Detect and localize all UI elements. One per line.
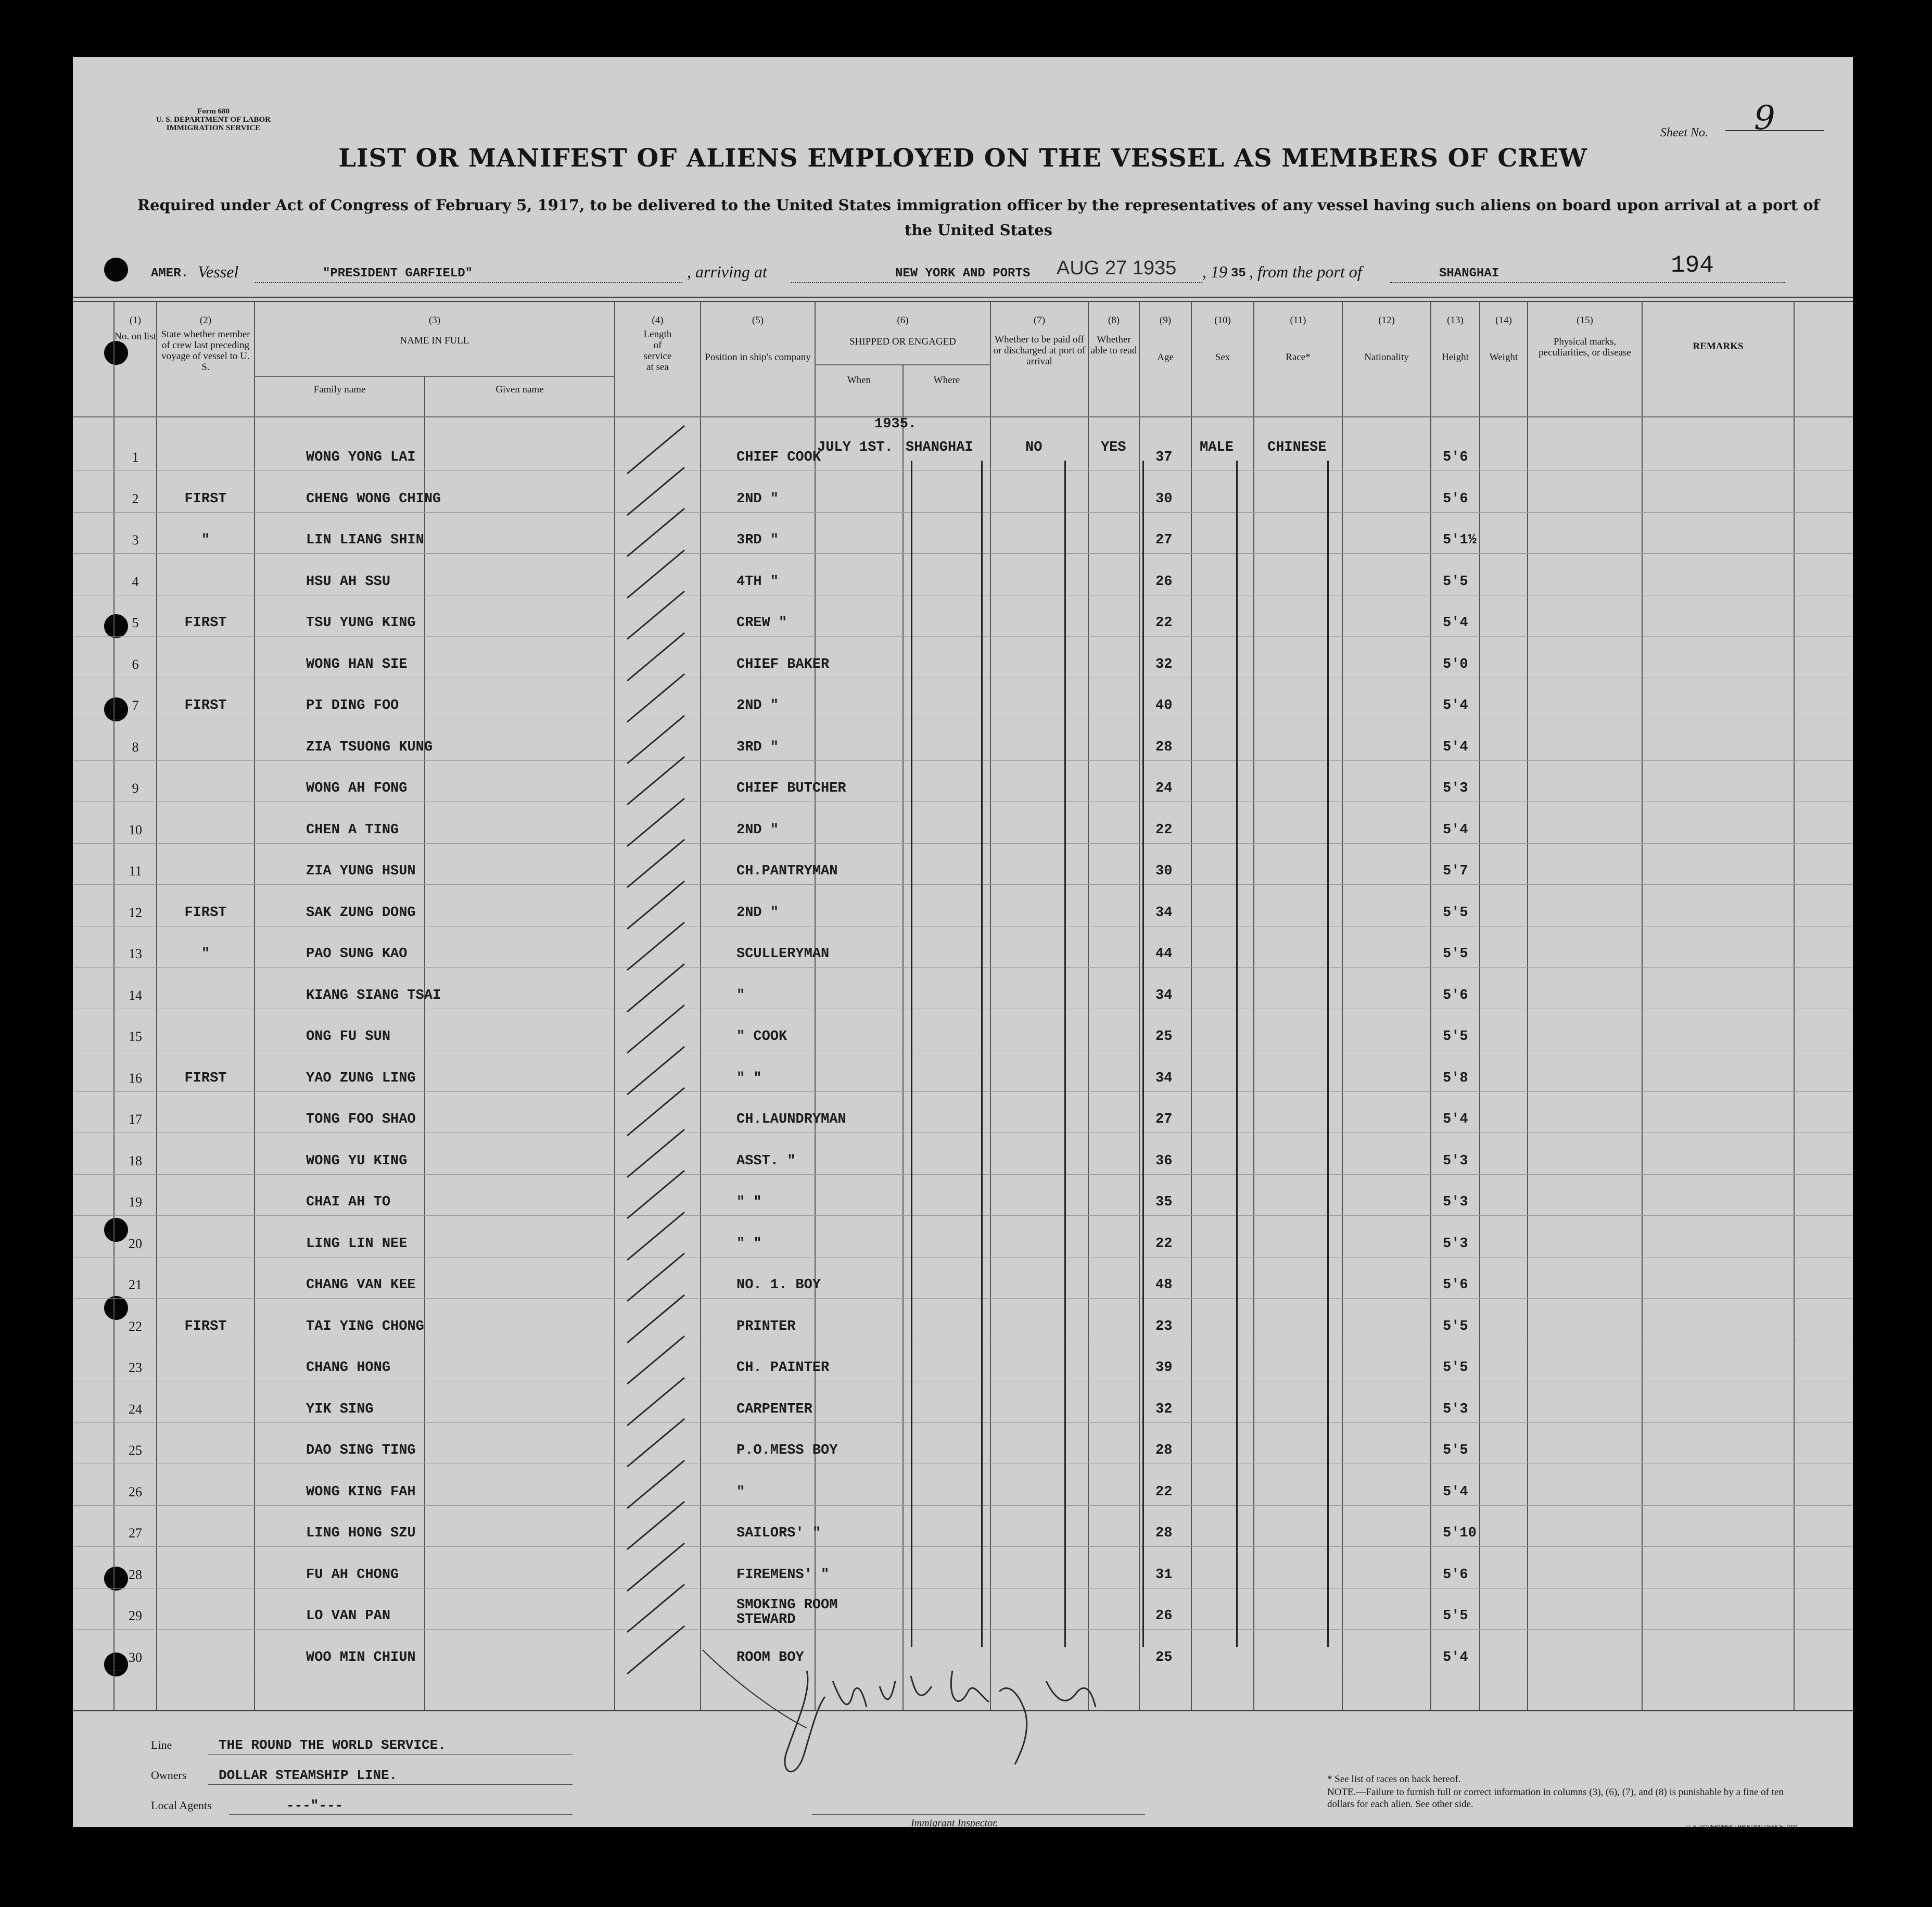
- vessel-line: [151, 252, 1785, 291]
- service-tick-mark: [622, 1622, 695, 1679]
- crew-age: 34: [1155, 1070, 1173, 1086]
- crew-height: 5'4: [1443, 698, 1468, 714]
- row-number: 27: [129, 1525, 142, 1541]
- row-number: 12: [129, 905, 142, 920]
- row-line: [73, 967, 1853, 968]
- crew-age: 30: [1155, 491, 1173, 507]
- name-split-line: [424, 376, 425, 1710]
- ditto-mark: [1327, 461, 1329, 1647]
- crew-age: 39: [1155, 1360, 1173, 1376]
- crew-age: 37: [1155, 450, 1173, 465]
- crew-position: 2ND ": [736, 822, 779, 838]
- subheader-line: [254, 376, 614, 377]
- able-to-read-value: YES: [1101, 440, 1126, 455]
- row-number: 28: [129, 1567, 142, 1582]
- row-line: [73, 1174, 1853, 1175]
- crew-height: 5'4: [1443, 822, 1468, 838]
- crew-name: HSU AH SSU: [306, 574, 391, 590]
- crew-position: ROOM BOY: [736, 1649, 804, 1666]
- crew-height: 5'7: [1443, 863, 1468, 879]
- crew-height: 5'8: [1443, 1070, 1468, 1086]
- crew-position: ASST. ": [736, 1153, 796, 1169]
- manifest-sheet: Form 680 U. S. DEPARTMENT OF LABOR IMMIGRATION SERVICE Sheet No. 9 LIST OR MANIFEST OF ALIENS EMPLOYED ON THE VESSEL AS MEMBERS OF CREW Required under Act of Congress of February 5, 1917, to be delivered to the United States immigration officer by the representatives of any vessel having such aliens on board upon arrival at a port of the United States AMER. Vessel "PRESIDENT GARFIELD" , arriving at NEW YORK AND PORTS AUG 27 1935 , 19 35 , from the port of SHANGHAI 194 (1) No. on list (2) State whether member of crew last preceding voyage of vessel to U. S. (3) NAME IN FULL Family name Given name (4) Length of service at sea (5) Position in ship's company (6) SHIPPED OR ENGAGED When Where (7) Whether to be paid off or discharged at port of arrival (8) Whether able to read (9) Age (10) Sex (11) Race* (12) Nationality (13) Height (14) Weight (15) Physical marks, peculiarities, or disease REMARKS 1935. JULY 1ST. SHANGHAI NO YES MALE CHINESE 1 WONG YONG LAI CHIEF COOK 37 5'6 2 FIRST CHENG WONG CHING 2ND " 30 5'6 3 " LIN LIANG SHIN 3RD " 27 5'1½ 4 HSU AH SSU 4TH " 26 5'5 5 FIRST TSU YUNG KING CREW " 22 5'4 6 WONG HAN SIE CHIEF BAKER 32 5'0 7 FIRST PI DING FOO 2ND " 40 5'4 8 ZIA TSUONG KUNG 3RD " 28 5'4 9 WONG AH FONG CHIEF BUTCHER 24 5'3 10 CHEN A TING 2ND " 22 5'4 11 ZIA YUNG HSUN CH.PANTRYMAN 30 5'7 12 FIRST SAK ZUNG DONG 2ND " 34 5'5 13 " PAO SUNG KAO SCULLERYMAN 44 5'5 14 KIANG SIANG TSAI " 34 5'6 15 ONG FU SUN " COOK 25 5'5 16 FIRST YAO ZUNG LING " " 34 5'8 17 TONG FOO SHAO CH.LAUNDRYMAN 27 5'4 18 WONG YU KING ASST. " 36 5'3 19 CHAI AH TO " " 35 5'3 20 LING LIN NEE " " 22 5'3 21 CHANG VAN KEE NO. 1. BOY 48 5'6 22 FIRST TAI YING CHONG PRINTER 23 5'5 23 CHANG HONG CH. PAINTER 39 5'5 24 YIK SING CARPENTER 32 5'3 25 DAO SING TING P.O.MESS BOY 28 5'5 26 WONG KING FAH " 22 5'4 27 LING HONG SZU SAILORS' " 28 5'10 28 FU AH CHONG FIREMENS' " 31 5'6 29 LO VAN PAN SMOKING ROOM STEWARD 26 5'5 30 WOO MIN CHIUN ROOM BOY 25 5'4 Line THE ROUND THE WORLD SERVICE. Owners DOLLAR STEAMSHIP LINE. Local Agents ---"--- Immigrant Inspector. * See list of races on back hereof. NOTE.—Failure to furnish full or correct information in columns (3), (6), (7), and (8) is punishable by a fine of ten dollars for each alien. See other side. U. S. GOVERNMENT PRINTING OFFICE: 1934: [73, 57, 1853, 1827]
- crew-age: 27: [1155, 1112, 1173, 1127]
- crew-position: SAILORS' ": [736, 1525, 821, 1541]
- vessel-label: Vessel: [198, 262, 239, 281]
- crew-age: 22: [1155, 615, 1173, 631]
- punch-hole: [104, 258, 128, 282]
- crew-height: 5'4: [1443, 1484, 1468, 1500]
- column-line: [1191, 302, 1192, 1710]
- row-line: [73, 760, 1853, 761]
- crew-name: CHENG WONG CHING: [306, 491, 441, 507]
- crew-position: CH.PANTRYMAN: [736, 863, 838, 879]
- row-line: [73, 1629, 1853, 1630]
- crew-height: 5'5: [1443, 946, 1468, 962]
- crew-name: PI DING FOO: [306, 698, 399, 714]
- last-voyage-state: FIRST: [184, 698, 227, 714]
- crew-name: CHEN A TING: [306, 822, 399, 838]
- column-line: [1794, 302, 1795, 1710]
- sheet-label: Sheet No.: [1660, 126, 1708, 139]
- row-number: 23: [129, 1360, 142, 1375]
- crew-age: 28: [1155, 1443, 1173, 1458]
- crew-position: 3RD ": [736, 532, 779, 548]
- row-number: 14: [129, 987, 142, 1003]
- departure-port: SHANGHAI: [1439, 266, 1499, 281]
- last-voyage-state: FIRST: [184, 1318, 227, 1334]
- crew-age: 22: [1155, 1236, 1173, 1252]
- crew-height: 5'5: [1443, 1318, 1468, 1334]
- crew-height: 5'5: [1443, 1360, 1468, 1376]
- crew-height: 5'4: [1443, 1649, 1468, 1666]
- crew-age: 26: [1155, 574, 1173, 590]
- crew-name: LIN LIANG SHIN: [306, 532, 424, 548]
- crew-name: TAI YING CHONG: [306, 1318, 424, 1334]
- ditto-mark: [911, 461, 912, 1647]
- column-line: [1342, 302, 1343, 1710]
- crew-position: " COOK: [736, 1029, 787, 1045]
- row-line: [73, 1505, 1853, 1506]
- row-number: 4: [132, 574, 139, 589]
- crew-height: 5'5: [1443, 574, 1468, 590]
- inspector-label: Immigrant Inspector.: [911, 1817, 998, 1829]
- crew-position: CHIEF BAKER: [736, 656, 830, 672]
- row-number: 8: [132, 739, 139, 755]
- crew-name: TSU YUNG KING: [306, 615, 416, 631]
- crew-height: 5'3: [1443, 1194, 1468, 1210]
- crew-position: " ": [736, 1194, 762, 1210]
- crew-position: PRINTER: [736, 1318, 796, 1334]
- row-number: 17: [129, 1112, 142, 1127]
- crew-name: ZIA YUNG HSUN: [306, 863, 416, 879]
- row-number: 10: [129, 822, 142, 837]
- row-number: 29: [129, 1608, 142, 1623]
- crew-age: 28: [1155, 1525, 1173, 1541]
- row-line: [73, 512, 1853, 513]
- crew-position: CHIEF COOK: [736, 450, 821, 465]
- crew-height: 5'6: [1443, 1277, 1468, 1293]
- row-number: 26: [129, 1484, 142, 1499]
- row-line: [73, 1298, 1853, 1299]
- row-line: [73, 1546, 1853, 1547]
- crew-position: CREW ": [736, 615, 787, 631]
- crew-age: 48: [1155, 1277, 1173, 1293]
- row-number: 1: [132, 450, 139, 465]
- crew-age: 22: [1155, 1484, 1173, 1500]
- crew-name: LO VAN PAN: [306, 1608, 391, 1624]
- crew-position: CHIEF BUTCHER: [736, 781, 846, 796]
- crew-position: ": [736, 1484, 745, 1500]
- crew-position: FIREMENS' ": [736, 1567, 830, 1583]
- crew-age: 25: [1155, 1029, 1173, 1045]
- column-line: [1430, 302, 1431, 1710]
- crew-age: 28: [1155, 739, 1173, 755]
- crew-name: LING HONG SZU: [306, 1525, 416, 1541]
- crew-age: 40: [1155, 698, 1173, 714]
- crew-name: KIANG SIANG TSAI: [306, 987, 441, 1003]
- crew-name: CHANG VAN KEE: [306, 1277, 416, 1293]
- crew-age: 31: [1155, 1567, 1173, 1583]
- ditto-mark: [1142, 461, 1144, 1647]
- crew-height: 5'4: [1443, 615, 1468, 631]
- year-label: , 19: [1202, 262, 1227, 281]
- crew-age: 32: [1155, 656, 1173, 672]
- column-line: [1253, 302, 1254, 1710]
- crew-age: 23: [1155, 1318, 1173, 1334]
- sex-value: MALE: [1200, 440, 1234, 455]
- row-number: 22: [129, 1318, 142, 1334]
- row-line: [73, 1091, 1853, 1092]
- ditto-mark: [981, 461, 983, 1647]
- crew-height: 5'5: [1443, 905, 1468, 921]
- crew-height: 5'3: [1443, 1401, 1468, 1417]
- crew-height: 5'3: [1443, 781, 1468, 796]
- crew-position: SMOKING ROOM STEWARD: [736, 1597, 838, 1628]
- crew-name: CHAI AH TO: [306, 1194, 391, 1210]
- crew-height: 5'5: [1443, 1443, 1468, 1458]
- row-number: 15: [129, 1029, 142, 1044]
- year-value: 35: [1231, 266, 1246, 281]
- crew-name: LING LIN NEE: [306, 1236, 408, 1252]
- arriving-label: , arriving at: [687, 262, 767, 281]
- row-line: [73, 1422, 1853, 1423]
- crew-name: ONG FU SUN: [306, 1029, 391, 1045]
- crew-height: 5'5: [1443, 1608, 1468, 1624]
- column-line: [254, 302, 255, 1710]
- row-number: 30: [129, 1649, 142, 1665]
- column-line: [1139, 302, 1140, 1710]
- shipped-split-line: [903, 364, 904, 1710]
- column-line: [990, 302, 991, 1710]
- crew-position: P.O.MESS BOY: [736, 1443, 838, 1458]
- row-number: 11: [129, 863, 142, 879]
- row-number: 5: [132, 615, 139, 630]
- crew-name: YAO ZUNG LING: [306, 1070, 416, 1086]
- crew-position: 2ND ": [736, 698, 779, 714]
- crew-height: 5'6: [1443, 1567, 1468, 1583]
- crew-name: WOO MIN CHIUN: [306, 1649, 416, 1666]
- row-number: 24: [129, 1401, 142, 1417]
- crew-name: WONG HAN SIE: [306, 656, 408, 672]
- column-line: [156, 302, 157, 1710]
- crew-age: 27: [1155, 532, 1173, 548]
- crew-age: 44: [1155, 946, 1173, 962]
- crew-height: 5'4: [1443, 739, 1468, 755]
- column-line: [1527, 302, 1528, 1710]
- crew-name: WONG KING FAH: [306, 1484, 416, 1500]
- crew-height: 5'1½: [1443, 532, 1477, 548]
- row-number: 2: [132, 491, 139, 506]
- crew-position: " ": [736, 1236, 762, 1252]
- last-voyage-state: FIRST: [184, 491, 227, 507]
- crew-name: WONG AH FONG: [306, 781, 408, 796]
- inspector-signature: [776, 1650, 1150, 1806]
- column-line: [1479, 302, 1480, 1710]
- column-line: [1642, 302, 1643, 1710]
- column-line: [700, 302, 701, 1710]
- crew-position: CARPENTER: [736, 1401, 812, 1417]
- page-number: 194: [1671, 252, 1714, 279]
- row-number: 20: [129, 1236, 142, 1251]
- vessel-flag: AMER.: [151, 266, 189, 281]
- owners-value: DOLLAR STEAMSHIP LINE.: [219, 1768, 398, 1783]
- crew-name: YIK SING: [306, 1401, 374, 1417]
- punch-hole: [104, 341, 128, 365]
- shipped-when: JULY 1ST.: [817, 440, 893, 455]
- row-number: 9: [132, 781, 139, 796]
- crew-name: WONG YU KING: [306, 1153, 408, 1169]
- page-subtitle: Required under Act of Congress of February 5, 1917, to be delivered to the United States immigration officer by the representatives of any vessel having such aliens on board upon arrival at a port of the United States: [137, 196, 1820, 239]
- crew-position: 3RD ": [736, 739, 779, 755]
- row-number: 18: [129, 1153, 142, 1168]
- arrival-port: NEW YORK AND PORTS: [895, 266, 1031, 281]
- crew-height: 5'10: [1443, 1525, 1477, 1541]
- crew-name: TONG FOO SHAO: [306, 1112, 416, 1127]
- sheet-number: 9: [1754, 99, 1775, 137]
- crew-position: 4TH ": [736, 574, 779, 590]
- shipped-where: SHANGHAI: [906, 440, 973, 455]
- crew-position: CH.LAUNDRYMAN: [736, 1112, 846, 1127]
- race-value: CHINESE: [1267, 440, 1327, 455]
- crew-age: 32: [1155, 1401, 1173, 1417]
- crew-height: 5'3: [1443, 1153, 1468, 1169]
- crew-position: ": [736, 987, 745, 1003]
- crew-name: DAO SING TING: [306, 1443, 416, 1458]
- ditto-mark: [1236, 461, 1238, 1647]
- row-number: 7: [132, 698, 139, 713]
- agents-value: ---"---: [286, 1798, 344, 1813]
- crew-age: 30: [1155, 863, 1173, 879]
- crew-position: CH. PAINTER: [736, 1360, 830, 1376]
- row-number: 21: [129, 1277, 142, 1292]
- crew-age: 35: [1155, 1194, 1173, 1210]
- row-line: [73, 553, 1853, 554]
- row-line: [73, 843, 1853, 844]
- row-line: [73, 884, 1853, 885]
- crew-name: WONG YONG LAI: [306, 450, 416, 465]
- row-number: 19: [129, 1194, 142, 1210]
- crew-age: 26: [1155, 1608, 1173, 1624]
- column-line: [113, 302, 115, 1710]
- last-voyage-state: ": [201, 532, 210, 548]
- crew-height: 5'5: [1443, 1029, 1468, 1045]
- row-number: 3: [132, 532, 139, 548]
- punch-hole: [104, 1296, 128, 1320]
- line-value: THE ROUND THE WORLD SERVICE.: [219, 1737, 446, 1753]
- row-number: 13: [129, 946, 142, 961]
- crew-height: 5'4: [1443, 1112, 1468, 1127]
- column-line: [1088, 302, 1089, 1710]
- last-voyage-state: FIRST: [184, 615, 227, 631]
- ditto-mark: [1064, 461, 1066, 1647]
- crew-position: 2ND ": [736, 491, 779, 507]
- crew-position: 2ND ": [736, 905, 779, 921]
- row-line: [73, 1215, 1853, 1216]
- crew-name: PAO SUNG KAO: [306, 946, 408, 962]
- vessel-name: "PRESIDENT GARFIELD": [323, 266, 473, 281]
- crew-age: 36: [1155, 1153, 1173, 1169]
- row-number: 16: [129, 1070, 142, 1086]
- crew-age: 34: [1155, 905, 1173, 921]
- last-voyage-state: FIRST: [184, 1070, 227, 1086]
- date-stamp: AUG 27 1935: [1057, 257, 1177, 279]
- crew-position: " ": [736, 1070, 762, 1086]
- row-number: 6: [132, 656, 139, 672]
- crew-name: CHANG HONG: [306, 1360, 391, 1376]
- crew-name: FU AH CHONG: [306, 1567, 399, 1583]
- header-bottom-line: [73, 416, 1853, 417]
- crew-height: 5'3: [1443, 1236, 1468, 1252]
- crew-position: SCULLERYMAN: [736, 946, 830, 962]
- last-voyage-state: FIRST: [184, 905, 227, 921]
- page-title: LIST OR MANIFEST OF ALIENS EMPLOYED ON THE VESSEL AS MEMBERS OF CREW: [338, 144, 1587, 173]
- crew-height: 5'0: [1443, 656, 1468, 672]
- from-label: , from the port of: [1249, 262, 1362, 281]
- crew-age: 25: [1155, 1649, 1173, 1666]
- column-line: [815, 302, 816, 1710]
- crew-height: 5'6: [1443, 450, 1468, 465]
- crew-name: SAK ZUNG DONG: [306, 905, 416, 921]
- row-number: 25: [129, 1443, 142, 1458]
- shipped-year: 1935.: [874, 416, 917, 432]
- last-voyage-state: ": [201, 946, 210, 962]
- crew-position: NO. 1. BOY: [736, 1277, 821, 1293]
- crew-age: 22: [1155, 822, 1173, 838]
- column-line: [614, 302, 615, 1710]
- crew-name: ZIA TSUONG KUNG: [306, 739, 433, 755]
- form-id: Form 680 U. S. DEPARTMENT OF LABOR IMMIGRATION SERVICE: [156, 107, 271, 132]
- row-line: [73, 636, 1853, 637]
- crew-height: 5'6: [1443, 491, 1468, 507]
- crew-age: 34: [1155, 987, 1173, 1003]
- paid-off-value: NO: [1025, 440, 1043, 455]
- crew-age: 24: [1155, 781, 1173, 796]
- crew-height: 5'6: [1443, 987, 1468, 1003]
